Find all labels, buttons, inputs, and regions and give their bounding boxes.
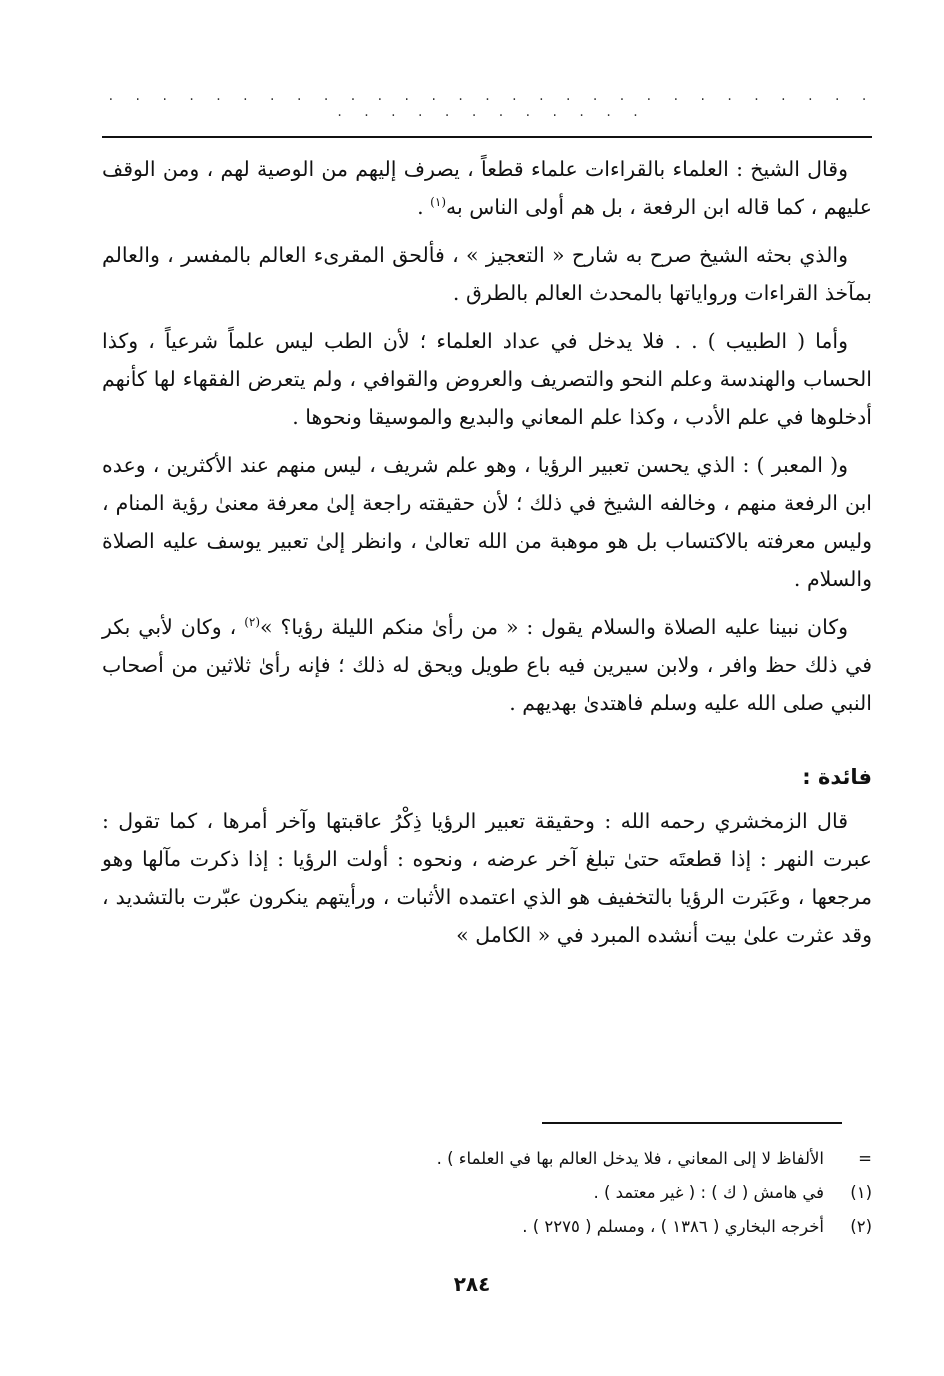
paragraph-text: وكان نبينا عليه الصلاة والسلام يقول : « من رأىٰ منكم الليلة رؤيا؟ »: [260, 615, 849, 639]
paragraph-text-end: ، وكان لأبي بكر في ذلك حظ وافر ، ولابن سيرين فيه باع طويل ويحق له ذلك ؛ فإنه رأىٰ ثلاثين من أصحاب النبي صلى الله عليه وسلم فاهتدىٰ بهديهم .: [102, 615, 872, 715]
footnote-ref[interactable]: (٢): [244, 615, 261, 630]
footnote-ref[interactable]: (١): [430, 195, 446, 210]
paragraph-text-end: .: [417, 195, 431, 219]
paragraph-text: و( المعبر ) : الذي يحسن تعبير الرؤيا ، وهو علم شريف ، ليس منهم عند الأكثرين ، وعده ابن الرفعة منهم ، وخالفه الشيخ في ذلك ؛ لأن حقيقته راجعة إلىٰ معرفة معنىٰ رؤية المنام ، وليس معرفته بالاكتساب بل هو موهبة من الله تعالىٰ ، وانظر إلىٰ تعبير يوسف عليه الصلاة والسلام .: [102, 453, 872, 591]
paragraph: [102, 236, 872, 312]
paragraph-text: قال الزمخشري رحمه الله : وحقيقة تعبير الرؤيا ذِكْرُ عاقبتها وآخر أمرها ، كما تقول : عبرت النهر : إذا قطعتَه حتىٰ تبلغ آخر عرضه ، ونحوه : أولت الرؤيا : إذا ذكرت مآلها وهو مرجعها ، وعَبَرت الرؤيا بالتخفيف هو الذي اعتمده الأثبات ، ورأيتهم ينكرون عبّرت بالتشديد ، وقد عثرت علىٰ بيت أنشده المبرد في « الكامل »: [102, 809, 872, 947]
section-title: فائدة :: [802, 765, 872, 789]
header-dots: . . . . . . . . . . . . . . . . . . . . . . . . . . . . . . . . . . . . . . . . .: [108, 88, 876, 120]
paragraph-text: والذي بحثه الشيخ صرح به شارح « التعجيز » ، فألحق المقرىء العالم بالمفسر ، والعالم بمآخذ القراءات ورواياتها بالمحدث العالم بالطرق .: [102, 243, 872, 305]
footnote-rule: [542, 1122, 842, 1124]
footnotes: [102, 1142, 872, 1244]
paragraph: [102, 322, 872, 436]
footnote-text: في هامش ( ك ) : ( غير معتمد ) .: [593, 1183, 824, 1202]
footnote-marker: (١): [850, 1183, 872, 1202]
paragraph: [102, 150, 872, 226]
paragraph-text: وقال الشيخ : العلماء بالقراءات علماء قطعاً ، يصرف إليهم من الوصية لهم ، ومن الوقف عليهم ، كما قاله ابن الرفعة ، بل هم أولى الناس به: [102, 157, 872, 219]
footnote: [102, 1142, 872, 1176]
section-paragraph: [102, 802, 872, 954]
paragraph-text: وأما ( الطبيب ) . . فلا يدخل في عداد العلماء ؛ لأن الطب ليس علماً شرعياً ، وكذا الحساب والهندسة وعلم النحو والتصريف والعروض والقوافي ، ولم يتعرض الفقهاء لها كأنهم أدخلوها في علم الأدب ، وكذا علم المعاني والبديع والموسيقا ونحوها .: [102, 329, 872, 429]
page-number: ٢٨٤: [453, 1272, 491, 1296]
paragraph: [102, 608, 872, 722]
footnote-marker: (٢): [850, 1217, 872, 1236]
footnote-marker: =: [858, 1149, 872, 1168]
paragraph: [102, 446, 872, 598]
footnote: [102, 1210, 872, 1244]
header-rule: [102, 136, 872, 138]
footnote: [102, 1176, 872, 1210]
footnote-text: الألفاظ لا إلى المعاني ، فلا يدخل العالم بها في العلماء ) .: [436, 1149, 824, 1168]
main-text: [102, 150, 872, 964]
footnote-text: أخرجه البخاري ( ١٣٨٦ ) ، ومسلم ( ٢٢٧٥ ) .: [522, 1217, 824, 1236]
